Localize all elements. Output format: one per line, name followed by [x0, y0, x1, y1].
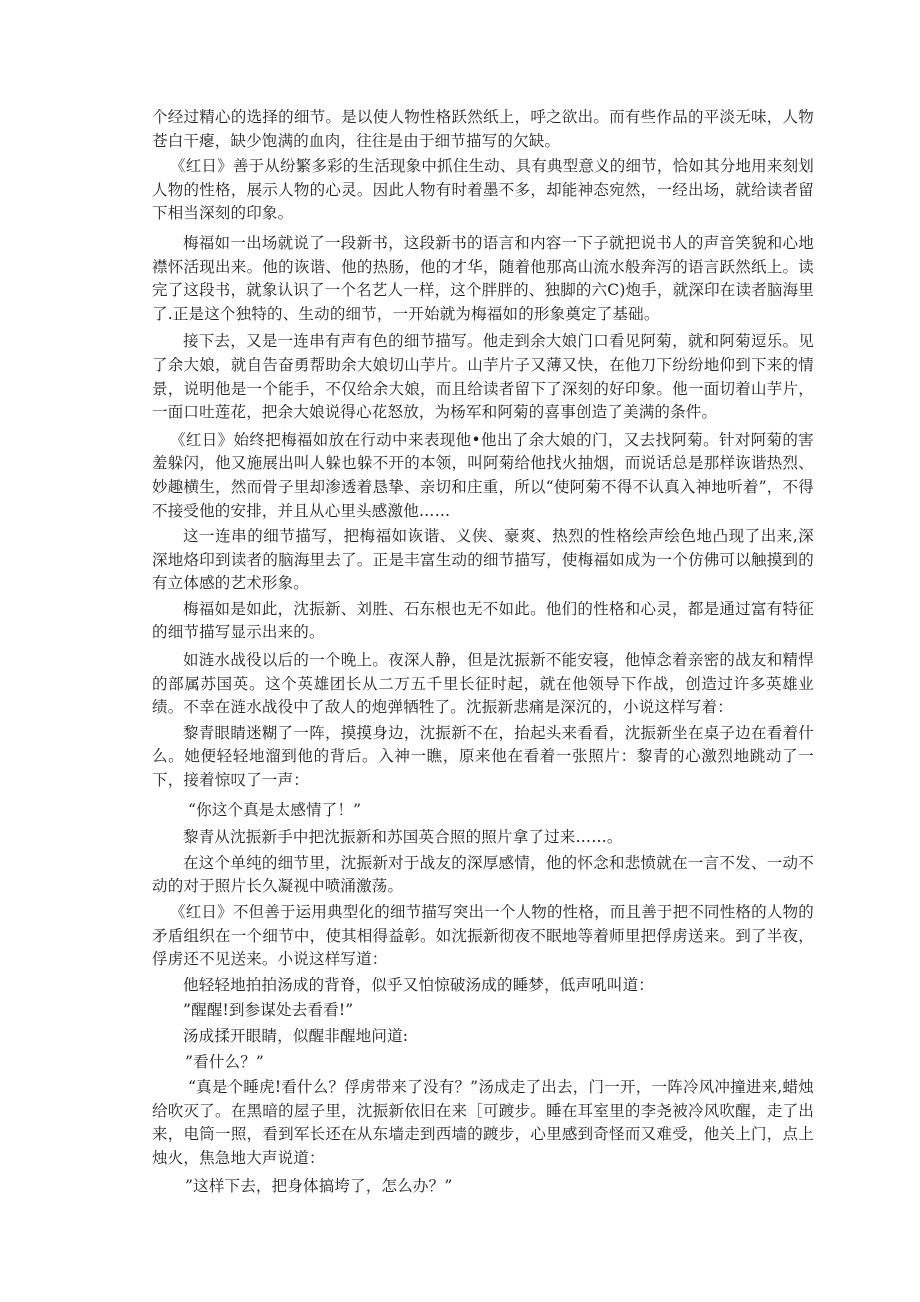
paragraph-2: 《红日》善于从纷繁多彩的生活现象中抓住生动、具有典型意义的细节，恰如其分地用来刻划人物的性格，展示人物的心灵。因此人物有时着墨不多，却能神态宛然，一经出场，就给读者留下相当深刻的印象。	[152, 157, 814, 223]
paragraph-17-dialogue: ”看什么？”	[185, 1052, 265, 1071]
paragraph-19-dialogue: ”这样下去，把身体搞垮了，怎么办？”	[185, 1176, 453, 1195]
paragraph-13: 《红日》不但善于运用典型化的细节描写突出一个人物的性格，而且善于把不同性格的人物的矛盾组织在一个细节中，使其相得益彰。如沈振新彻夜不眠地等着师里把俘虏送来。到了半夜，俘虏还不见送来。小说这样写道：	[152, 903, 814, 969]
paragraph-1: 个经过精心的选择的细节。是以使人物性格跃然纸上，呼之欲出。而有些作品的平淡无味，人物苍白干瘪，缺少饱满的血肉，往往是由于细节描写的欠缺。	[152, 108, 814, 150]
paragraph-7: 梅福如是如此，沈振新、刘胜、石东根也无不如此。他们的性格和心灵，都是通过富有特征的细节描写显示出来的。	[152, 599, 814, 642]
paragraph-16: 汤成揉开眼睛，似醒非醒地问道:	[183, 1026, 409, 1045]
paragraph-18: “真是个睡虎!看什么？俘虏带来了没有？”汤成走了出去，门一开，一阵冷风冲撞进来,蜡烛给吹灭了。在黑暗的屋子里，沈振新依旧在来［可踱步。睡在耳室里的李尧被冷风吹醒，走了出来，电筒一照，看到军长还在从东墙走到西墙的踱步，心里感到奇怪而又难受，他关上门，点上烛火，焦急地大声说道：	[152, 1078, 814, 1167]
paragraph-3: 梅福如一出场就说了一段新书，这段新书的语言和内容一下子就把说书人的声音笑貌和心地襟怀活现出来。他的诙谐、他的热肠，他的才华，随着他那高山流水般奔泻的语言跃然纸上。读完了这段书，就象认识了一个名艺人一样，这个胖胖的、独脚的六C)炮手，就深印在读者脑海里了.正是这个独特的、生动的细节，一开始就为梅福如的形象奠定了基础。	[152, 233, 815, 323]
paragraph-5: 《红日》始终把梅福如放在行动中来表现他•他出了余大娘的门，又去找阿菊。针对阿菊的害羞躲闪，他又施展出叫人躲也躲不开的本领，叫阿菊给他找火抽烟，而说话总是那样诙谐热烈、妙趣横生，然而骨子里却渗透着恳挚、亲切和庄重，所以“使阿菊不得不认真入神地听着”，不得不接受他的安排，并且从心里头感激他……	[152, 430, 814, 520]
paragraph-9: 黎青眼睛迷糊了一阵，摸摸身边，沈振新不在，抬起头来看看，沈振新坐在桌子边在看着什么。她便轻轻地溜到他的背后。入神一瞧，原来他在看着一张照片：黎青的心激烈地跳动了一下，接着惊叹了一声：	[152, 723, 814, 790]
paragraph-4: 接下去，又是一连串有声有色的细节描写。他走到余大娘门口看见阿菊，就和阿菊逗乐。见了余大娘，就自告奋勇帮助余大娘切山芋片。山芋片子又薄又快，在他刀下纷纷地仰到下来的情景，说明他是一个能手，不仅给余大娘，而且给读者留下了深刻的好印象。他一面切着山芋片，一面口吐莲花，把余大娘说得心花怒放，为杨军和阿菊的喜事创造了美满的条件。	[152, 332, 814, 422]
paragraph-14: 他轻轻地拍拍汤成的背脊，似乎又怕惊破汤成的睡梦，低声吼叫道：	[183, 975, 655, 994]
paragraph-11: 黎青从沈振新手中把沈振新和苏国英合照的照片拿了过来……。	[183, 828, 623, 847]
document-page	[152, 106, 814, 1198]
paragraph-15-dialogue: ”醒醒!到参谋处去看看!”	[183, 1001, 354, 1020]
paragraph-8: 如涟水战役以后的一个晚上。夜深人静，但是沈振新不能安寝，他悼念着亲密的战友和精悍的部属苏国英。这个英雄团长从二万五千里长征时起，就在他领导下作战，创造过许多英雄业绩。不幸在涟水战役中了敌人的炮弹牺牲了。沈振新悲痛是深沉的，小说这样写着：	[152, 651, 814, 717]
paragraph-6: 这一连串的细节描写，把梅福如诙谐、义侠、豪爽、热烈的性格绘声绘色地凸现了出来,深深地烙印到读者的脑海里去了。正是丰富生动的细节描写，使梅福如成为一个仿佛可以触摸到的有立体感的艺术形象。	[152, 527, 814, 593]
paragraph-10-quote: “你这个真是太感情了！”	[188, 800, 362, 819]
paragraph-12: 在这个单纯的细节里，沈振新对于战友的深厚感情，他的怀念和悲愤就在一言不发、一动不动的对于照片长久凝视中喷涌激荡。	[152, 853, 814, 896]
